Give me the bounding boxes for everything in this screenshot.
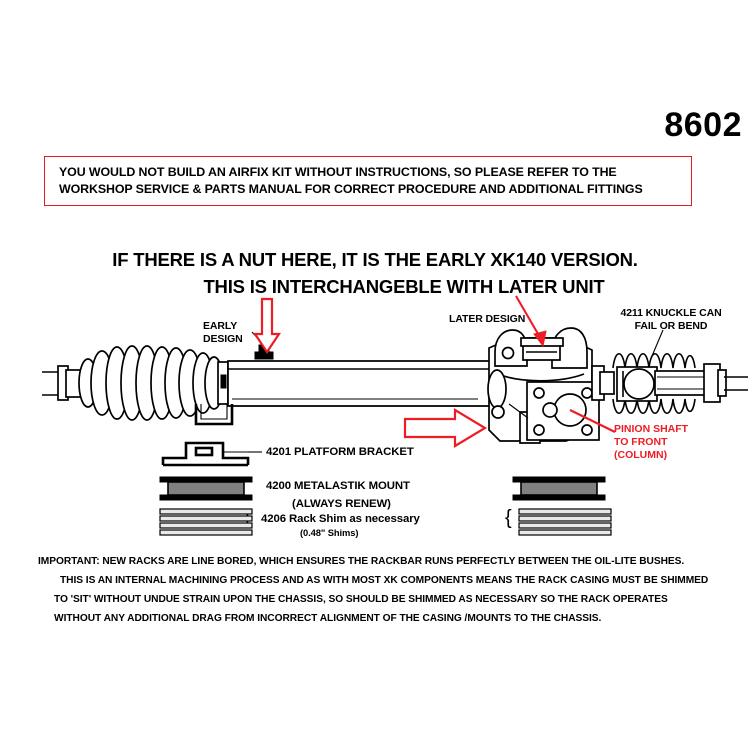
label-knuckle-line-2: FAIL OR BEND: [634, 319, 708, 332]
part-drawing-4206-rack-shims-right: [519, 509, 611, 535]
part-drawing-4200-metalastik-mount-right: [513, 477, 605, 500]
part-label-4200-metalastik-mount: 4200 METALASTIK MOUNT: [266, 480, 410, 492]
part-number: 8602: [664, 106, 742, 144]
important-note-line-4: WITHOUT ANY ADDITIONAL DRAG FROM INCORRECT ALIGNMENT OF THE CASING /MOUNTS TO THE CHASSIS.: [54, 613, 602, 624]
headline-line-2: THIS IS INTERCHANGEBLE WITH LATER UNIT: [203, 276, 605, 297]
important-note-line-2: THIS IS AN INTERNAL MACHINING PROCESS AND AS WITH MOST XK COMPONENTS MEANS THE RACK CASING MUST BE SHIMMED: [60, 575, 709, 586]
part-drawing-4201-platform-bracket: [163, 443, 262, 465]
notice-line-1: YOU WOULD NOT BUILD AN AIRFIX KIT WITHOUT INSTRUCTIONS, SO PLEASE REFER TO THE: [59, 165, 617, 179]
important-note-lead: IMPORTANT:: [38, 556, 100, 567]
label-later-design: LATER DESIGN: [449, 313, 526, 325]
label-pinion-line-2: TO FRONT: [614, 436, 668, 448]
part-label-4206-rack-shim: 4206 Rack Shim as necessary: [261, 513, 420, 525]
headline-line-1: IF THERE IS A NUT HERE, IT IS THE EARLY XK140 VERSION.: [112, 249, 638, 270]
rack-tube-housing: [196, 361, 498, 424]
part-drawing-4206-rack-shims: [160, 509, 252, 535]
label-knuckle-line-1: 4211 KNUCKLE CAN: [620, 307, 722, 319]
red-down-arrow-icon: [255, 299, 279, 352]
part-label-4201-platform-bracket: 4201 PLATFORM BRACKET: [266, 446, 414, 458]
important-note-line-1-text: NEW RACKS ARE LINE BORED, WHICH ENSURES THE RACKBAR RUNS PERFECTLY BETWEEN THE OIL-LITE BUSHES.: [99, 556, 685, 567]
right-knuckle-assembly: [592, 354, 748, 414]
knuckle-leader-line: [652, 330, 663, 356]
notice-line-2: WORKSHOP SERVICE & PARTS MANUAL FOR CORRECT PROCEDURE AND ADDITIONAL FITTINGS: [59, 182, 643, 196]
part-drawing-4200-metalastik-mount: [160, 477, 252, 500]
label-pinion-line-1: PINION SHAFT: [614, 423, 689, 435]
important-note-line-3: TO 'SIT' WITHOUT UNDUE STRAIN UPON THE CHASSIS, SO SHOULD BE SHIMMED AS NECESSARY SO THE RACK OPERATES: [54, 594, 668, 605]
part-label-4200-note: (ALWAYS RENEW): [292, 498, 391, 510]
shim-brace-right: {: [505, 507, 512, 529]
label-early-design-line-1: EARLY: [203, 320, 238, 332]
label-early-design-line-2: DESIGN: [203, 332, 243, 345]
red-block-arrow-icon: [405, 410, 485, 446]
label-pinion-line-3: (COLUMN): [614, 449, 668, 461]
part-label-4206-note: (0.48" Shims): [300, 527, 359, 538]
left-tie-rod: [42, 366, 84, 400]
